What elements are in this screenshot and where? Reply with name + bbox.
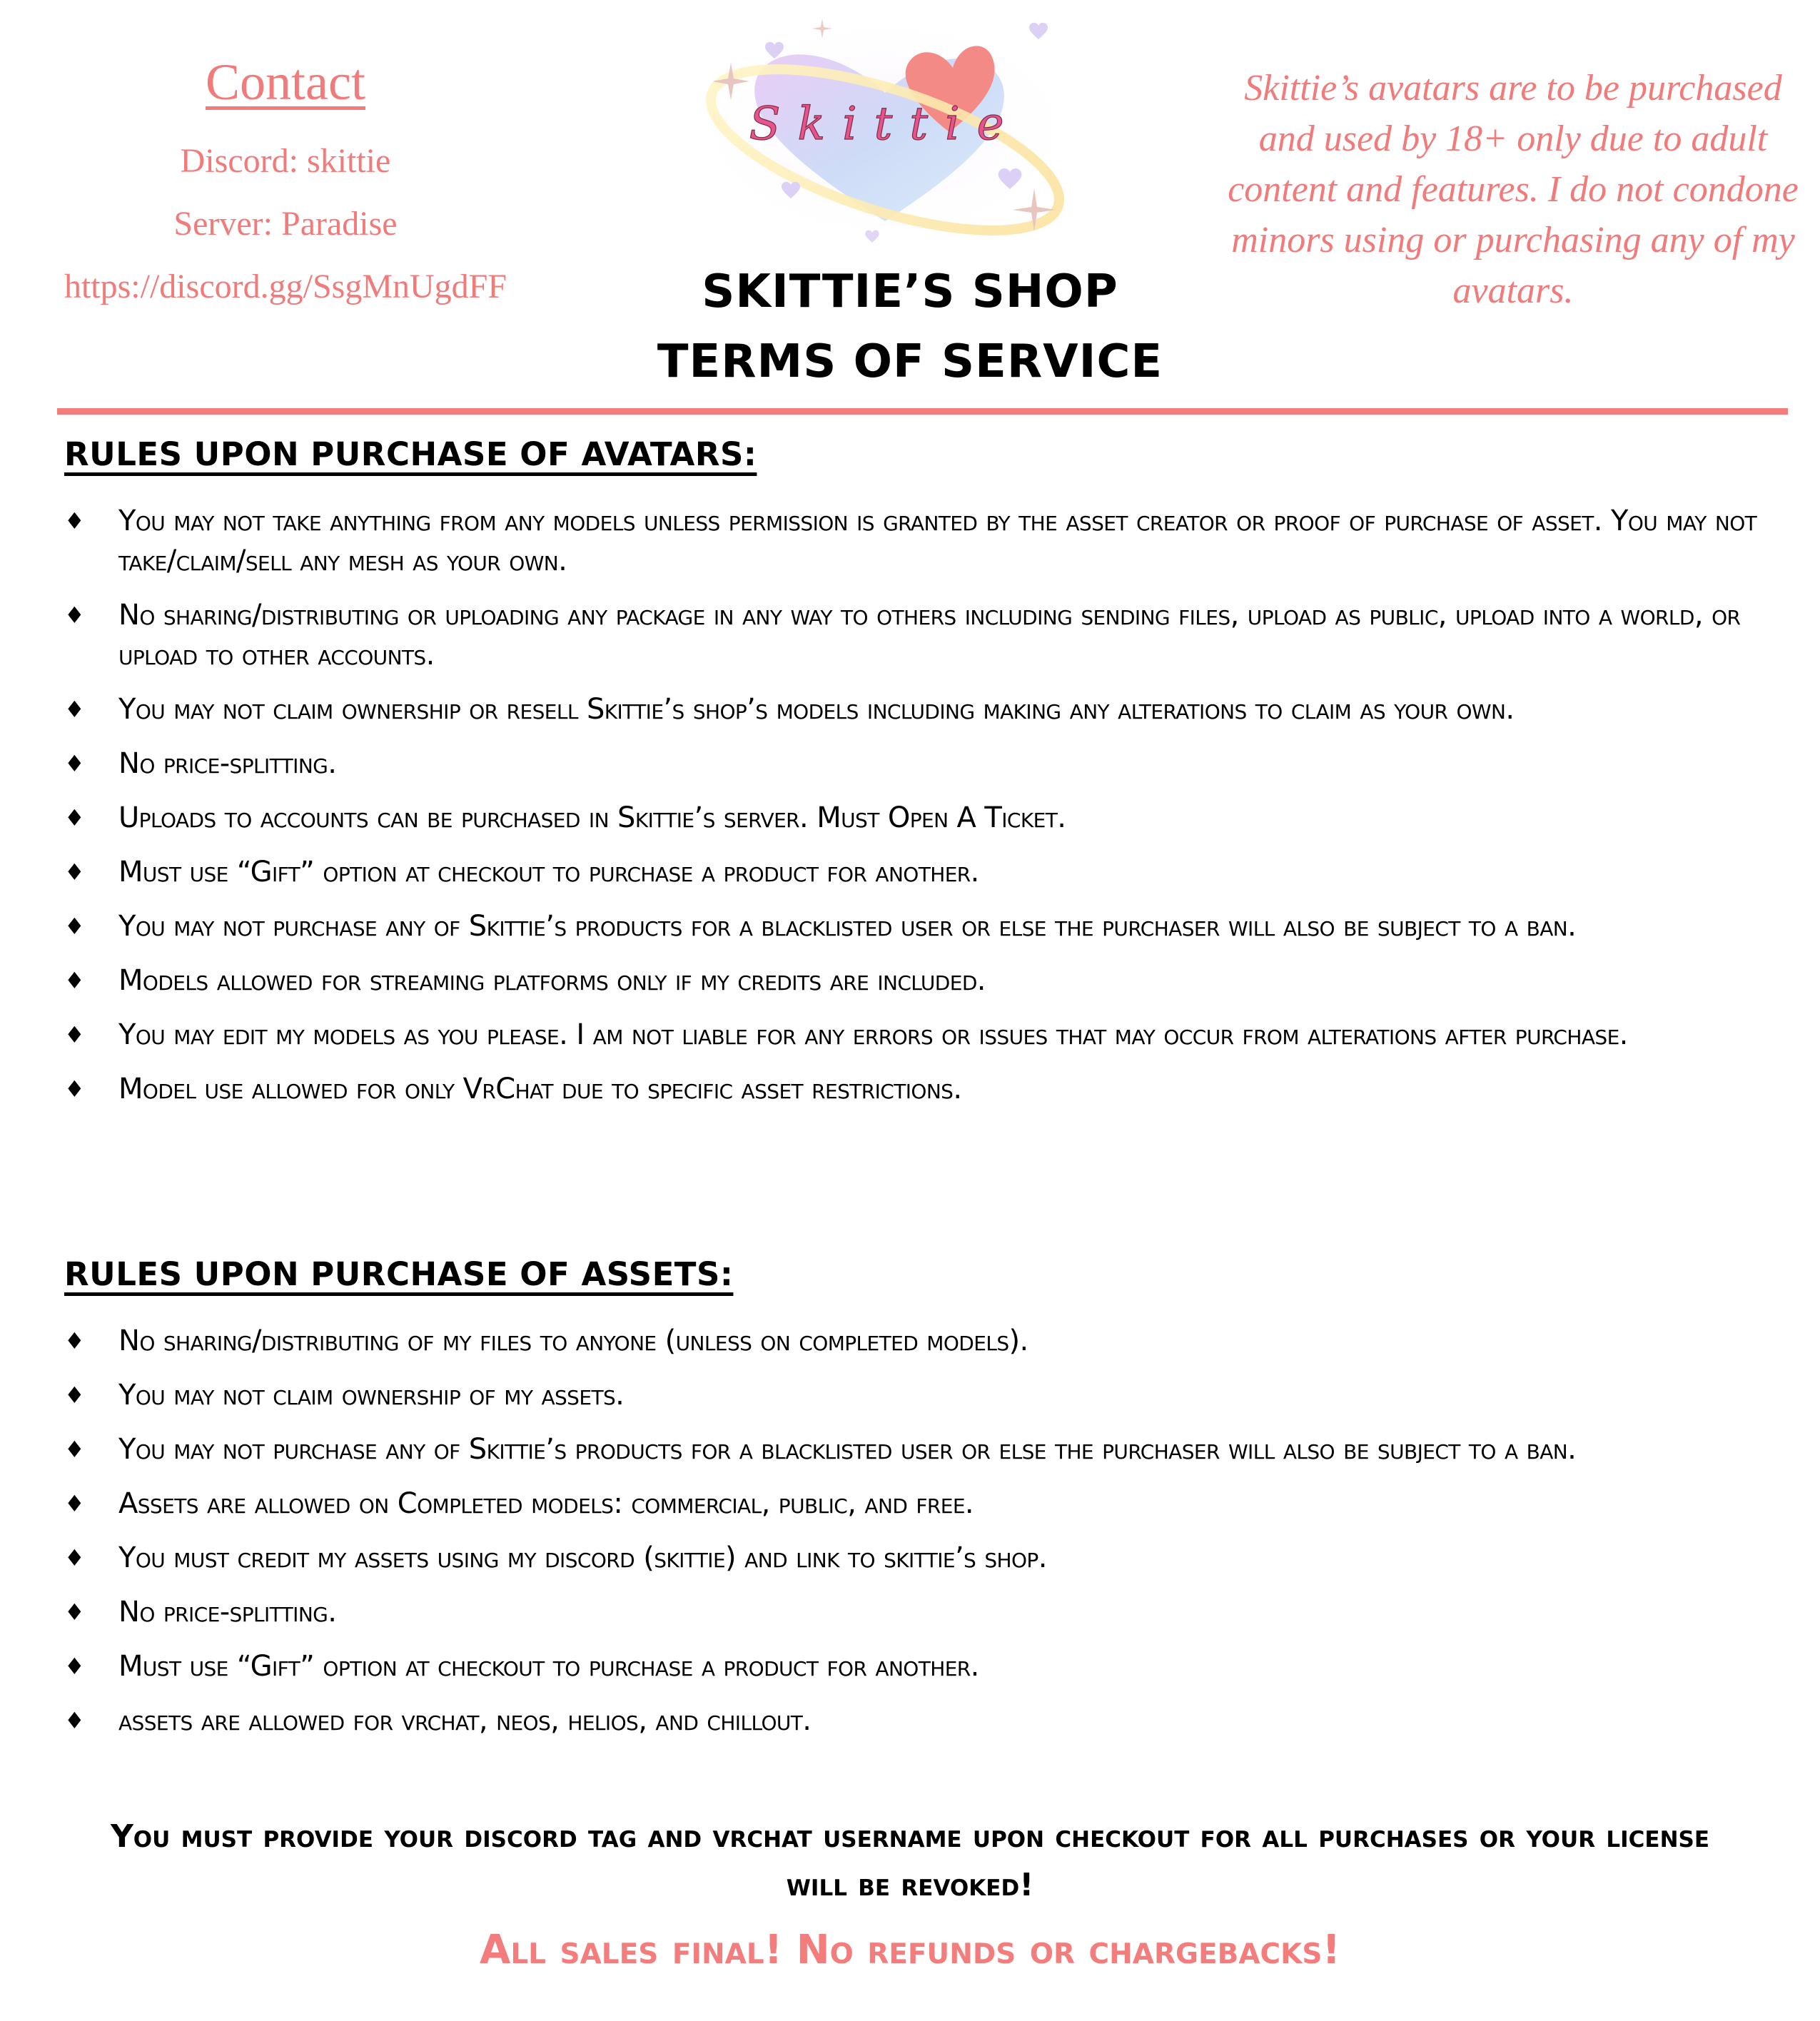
svg-text:Skittie: Skittie — [749, 98, 1021, 151]
diamond-bullet-icon: ♦ — [64, 1382, 85, 1409]
checkout-requirement-notice: You must provide your discord tag and vrchat username upon checkout for all purchases or your license will be revoked! — [110, 1818, 1710, 1903]
diamond-bullet-icon: ♦ — [64, 1544, 85, 1571]
no-refunds-notice: All sales final! No refunds or chargebacks! — [479, 1927, 1341, 1973]
list-item: ♦ No sharing/distributing of my files to anyone (unless on completed models). — [64, 1321, 1781, 1361]
section-heading-avatars: RULES UPON PURCHASE OF AVATARS: — [64, 435, 757, 473]
diamond-bullet-icon: ♦ — [64, 1599, 85, 1626]
avatar-rules-section — [64, 432, 1777, 1123]
list-item: ♦ No sharing/distributing or uploading any package in any way to others including sending files, upload as public, upload into a world, or upload to other accounts. — [64, 595, 1781, 675]
list-item: ♦ You may not purchase any of Skittie’s products for a blacklisted user or else the purchaser will also be subject to a ban. — [64, 1429, 1781, 1469]
header-divider — [57, 408, 1788, 415]
contact-discord: Discord: skittie — [180, 142, 391, 180]
page-title — [607, 257, 1213, 397]
list-item: ♦ Models allowed for streaming platforms only if my credits are included. — [64, 961, 1781, 1001]
list-item: ♦ assets are allowed for vrchat, neos, helios, and chillout. — [64, 1701, 1781, 1741]
asset-rules-section — [64, 1252, 1777, 1755]
discord-invite-link[interactable]: https://discord.gg/SsgMnUgdFF — [64, 268, 507, 305]
title-line-shop: SKITTIE’S SHOP — [702, 265, 1118, 318]
diamond-bullet-icon: ♦ — [64, 507, 85, 535]
diamond-bullet-icon: ♦ — [64, 967, 85, 994]
diamond-bullet-icon: ♦ — [64, 858, 85, 886]
contact-server: Server: Paradise — [173, 205, 398, 243]
contact-block — [29, 50, 542, 318]
list-item: ♦ No price-splitting. — [64, 1592, 1781, 1632]
heart-logo-icon — [678, 7, 1092, 250]
diamond-bullet-icon: ♦ — [64, 1436, 85, 1463]
diamond-bullet-icon: ♦ — [64, 1327, 85, 1354]
contact-title: Contact — [206, 54, 365, 111]
diamond-bullet-icon: ♦ — [64, 804, 85, 831]
list-item: ♦ You may edit my models as you please. I am not liable for any errors or issues that may occur from alterations after purchase. — [64, 1015, 1781, 1055]
list-item: ♦ You may not purchase any of Skittie’s products for a blacklisted user or else the purchaser will also be subject to a ban. — [64, 906, 1781, 946]
list-item: ♦ You may not take anything from any models unless permission is granted by the asset creator or proof of purchase of asset. You may not take/claim/sell any mesh as your own. — [64, 501, 1781, 581]
section-heading-assets: RULES UPON PURCHASE OF ASSETS: — [64, 1255, 734, 1293]
skittie-logo — [678, 7, 1092, 250]
list-item: ♦ Must use “Gift” option at checkout to purchase a product for another. — [64, 1646, 1781, 1686]
list-item: ♦ You may not claim ownership of my assets. — [64, 1375, 1781, 1415]
title-line-tos: TERMS OF SERVICE — [657, 335, 1163, 388]
avatar-rules-list — [64, 501, 1777, 1109]
asset-rules-list — [64, 1321, 1777, 1741]
age-restriction-notice: Skittie’s avatars are to be purchased and used by 18+ only due to adult content and features. I do not condone minors using or purchasing any of my avatars. — [1228, 68, 1799, 311]
diamond-bullet-icon: ♦ — [64, 750, 85, 777]
list-item: ♦ No price-splitting. — [64, 744, 1781, 784]
list-item: ♦ You must credit my assets using my discord (skittie) and link to skittie’s shop. — [64, 1538, 1781, 1578]
diamond-bullet-icon: ♦ — [64, 602, 85, 629]
list-item: ♦ Model use allowed for only VrChat due to specific asset restrictions. — [64, 1069, 1781, 1109]
list-item: ♦ Uploads to accounts can be purchased in Skittie’s server. Must Open A Ticket. — [64, 798, 1781, 838]
diamond-bullet-icon: ♦ — [64, 1075, 85, 1103]
list-item: ♦ You may not claim ownership or resell Skittie’s shop’s models including making any alterations to claim as your own. — [64, 689, 1781, 729]
diamond-bullet-icon: ♦ — [64, 913, 85, 940]
diamond-bullet-icon: ♦ — [64, 1021, 85, 1048]
list-item: ♦ Must use “Gift” option at checkout to purchase a product for another. — [64, 852, 1781, 892]
header — [0, 0, 1820, 407]
diamond-bullet-icon: ♦ — [64, 1490, 85, 1517]
diamond-bullet-icon: ♦ — [64, 696, 85, 723]
diamond-bullet-icon: ♦ — [64, 1707, 85, 1734]
list-item: ♦ Assets are allowed on Completed models: commercial, public, and free. — [64, 1484, 1781, 1524]
diamond-bullet-icon: ♦ — [64, 1653, 85, 1680]
